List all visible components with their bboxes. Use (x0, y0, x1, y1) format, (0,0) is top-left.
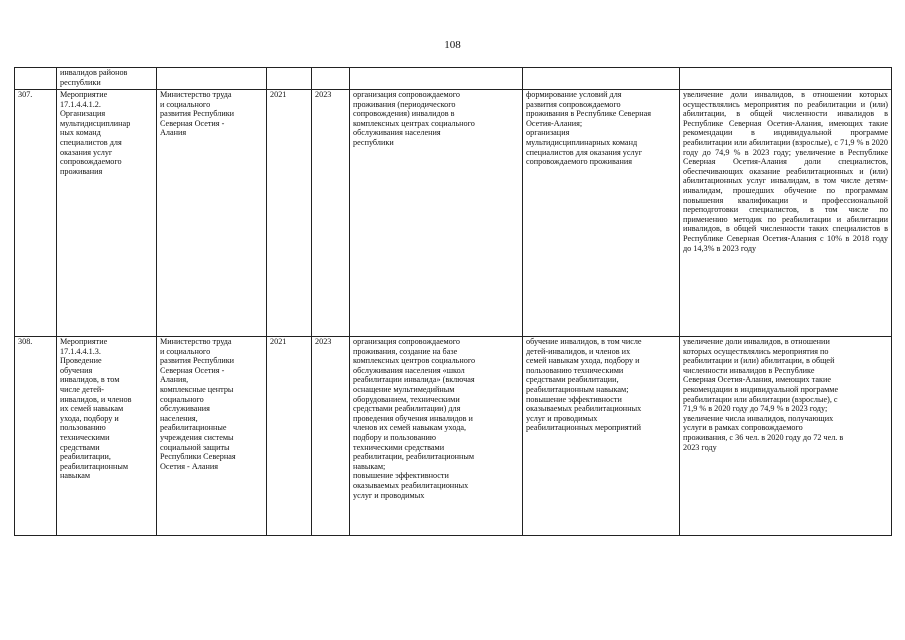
cell-executor: Министерство труда и социального развития Республики Северная Осетия - Алания (157, 90, 267, 337)
cell-measure-name: Мероприятие 17.1.4.4.1.3. Проведение обучения инвалидов, в том числе детей- инвалидов, и членов их семей навыкам ухода, подбору и пользованию техническими средствами реабилитации, реабилитационным навыкам (57, 337, 157, 536)
cell-number (15, 68, 57, 90)
table-row-continuation (15, 68, 892, 90)
cell-indicator: увеличение доли инвалидов, в отношении которых осуществлялись мероприятия по реабилитации и (или) абилитации, в общей численности инвалидов в Республике Северная Осетия-Алания, имеющих такие рекомендации в индивидуальной программе реабилитации или абилитации (взрослые), с 71,9 % в 2020 году до 74,9 % в 2023 году; увеличение в Республике Северная Осетия-Алания доли специалистов, обеспечивающих оказание реабилитационных и (или) абилитационных услуг инвалидам, в том числе детям-инвалидам, прошедших обучение по программам повышения квалификации и профессиональной переподготовки специалистов, в том числе по применению методик по реабилитации и абилитации инвалидов, в общей численности таких специалистов в Республике Северная Осетия-Алания с 10% в 2018 году до 14,3% в 2023 году (680, 90, 892, 337)
cell-indicator: увеличение доли инвалидов, в отношении которых осуществлялись мероприятия по реабилитации и (или) абилитации, в общей численности инвалидов в Республике Северная Осетия-Алания, имеющих такие рекомендации в индивидуальной программе реабилитации или абилитации (взрослые), с 71,9 % в 2020 году до 74,9 % в 2023 году; увеличение числа инвалидов, получающих услуги в рамках сопровождаемого проживания, с 36 чел. в 2020 году до 72 чел. в 2023 году (680, 337, 892, 536)
cell-start-year: 2021 (267, 90, 312, 337)
cell-measure-name: Мероприятие 17.1.4.4.1.2. Организация мультидисциплинар ных команд специалистов для оказания услуг сопровождаемого проживания (57, 90, 157, 337)
cell-executor (157, 68, 267, 90)
cell-result: формирование условий для развития сопровождаемого проживания в Республике Северная Осетия-Алания; организация мультидисциплинарных команд специалистов для оказания услуг сопровождаемого проживания (523, 90, 680, 337)
table-row-308 (15, 337, 892, 536)
cell-executor: Министерство труда и социального развития Республики Северная Осетия - Алания, комплексные центры социального обслуживания населения, реабилитационные учреждения системы социальной защиты Республики Северная Осетия - Алания (157, 337, 267, 536)
cell-end-year: 2023 (312, 337, 350, 536)
cell-number: 308. (15, 337, 57, 536)
cell-number: 307. (15, 90, 57, 337)
cell-content (350, 68, 523, 90)
cell-end-year (312, 68, 350, 90)
table-row-307 (15, 90, 892, 337)
page-number: 108 (444, 39, 461, 51)
cell-start-year: 2021 (267, 337, 312, 536)
cell-content: организация сопровождаемого проживания, создание на базе комплексных центров социального обслуживания населения «школ реабилитации инвалида» (включая оснащение мультимедийным оборудованием, техническими средствами реабилитации) для проведения обучения инвалидов и членов их семей навыкам ухода, подбору и пользованию техническими средствами реабилитации, реабилитационным навыкам; повышение эффективности оказываемых реабилитационных услуг и проводимых (350, 337, 523, 536)
cell-content: организация сопровождаемого проживания (периодического сопровождения) инвалидов в комплексных центрах социального обслуживания населения республики (350, 90, 523, 337)
cell-result: обучение инвалидов, в том числе детей-инвалидов, и членов их семей навыкам ухода, подбору и пользованию техническими средствами реабилитации, реабилитационным навыкам; повышение эффективности оказываемых реабилитационных услуг и проводимых реабилитационных мероприятий (523, 337, 680, 536)
cell-end-year: 2023 (312, 90, 350, 337)
cell-result (523, 68, 680, 90)
cell-start-year (267, 68, 312, 90)
measures-table (14, 67, 892, 536)
cell-measure-name: инвалидов районов республики (57, 68, 157, 90)
cell-indicator (680, 68, 892, 90)
